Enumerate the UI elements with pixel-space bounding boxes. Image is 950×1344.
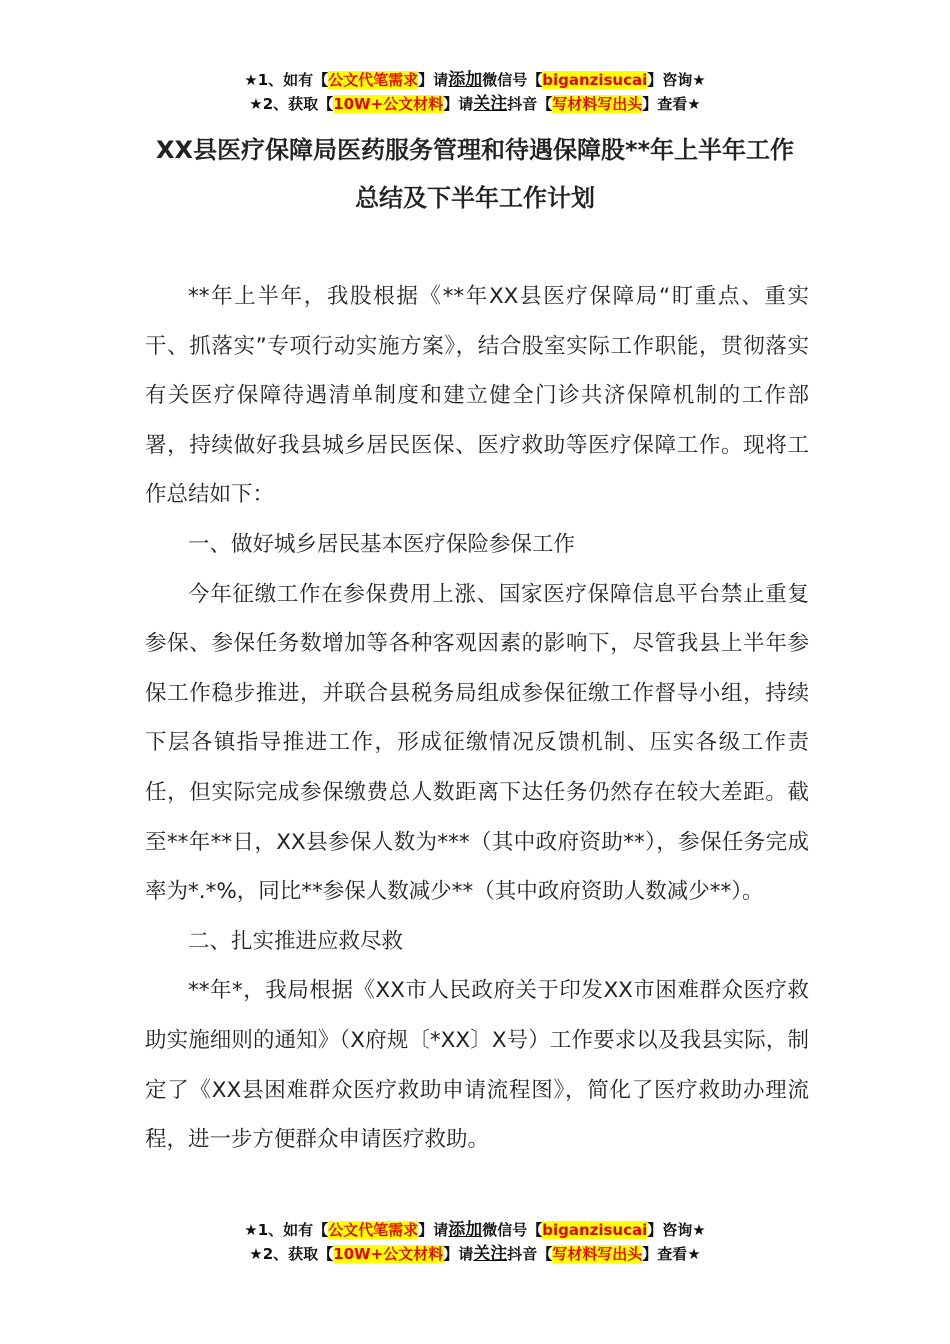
promo-highlight: 写材料写出头 [552,1245,643,1263]
promo-header [0,68,950,116]
paragraph: **年上半年，我股根据《**年XX县医疗保障局“盯重点、重实干、抓落实”专项行动实施方案》，结合股室实际工作职能，贯彻落实有关医疗保障待遇清单制度和建立健全门诊共济保障机制的工作部署，持续做好我县城乡居民医保、医疗救助等医疗保障工作。现将工作总结如下： [145,284,809,508]
promo-highlight: 10W+公文材料 [333,95,444,113]
promo-highlight: 10W+公文材料 [333,1245,444,1263]
paragraph: 今年征缴工作在参保费用上涨、国家医疗保障信息平台禁止重复参保、参保任务数增加等各种客观因素的影响下，尽管我县上半年参保工作稳步推进，并联合县税务局组成参保征缴工作督导小组，持续下层各镇指导推进工作，形成征缴情况反馈机制、压实各级工作责任，但实际完成参保缴费总人数距离下达任务仍然存在较大差距。截至**年**日，XX县参保人数为***（其中政府资助**），参保任务完成率为*.*%，同比**参保人数减少**（其中政府资助人数减少**）。 [145,581,809,905]
document-title: XX县医疗保障局医药服务管理和待遇保障股**年上半年工作总结及下半年工作计划 [155,136,795,212]
promo-highlight: 公文代笔需求 [328,71,419,89]
promo-line-1: ★1、如有【公文代笔需求】请添加微信号【biganzisucai】咨询★ [244,1220,706,1240]
section-heading: 一、做好城乡居民基本医疗保险参保工作 [188,531,576,557]
promo-line-2: ★2、获取【10W+公文材料】请关注抖音【写材料写出头】查看★ [249,1244,701,1264]
promo-footer [0,1218,950,1266]
promo-highlight: biganzisucai [542,1221,648,1239]
paragraph: **年*，我局根据《XX市人民政府关于印发XX市困难群众医疗救助实施细则的通知》（X府规〔*XX〕X号）工作要求以及我县实际，制定了《XX县困难群众医疗救助申请流程图》，简化了医疗救助办理流程，进一步方便群众申请医疗救助。 [145,978,809,1153]
promo-line-1: ★1、如有【公文代笔需求】请添加微信号【biganzisucai】咨询★ [244,70,706,90]
promo-highlight: biganzisucai [542,71,648,89]
document-body [145,272,809,1165]
section-heading: 二、扎实推进应救尽救 [188,928,404,954]
promo-highlight: 写材料写出头 [552,95,643,113]
promo-line-2: ★2、获取【10W+公文材料】请关注抖音【写材料写出头】查看★ [249,94,701,114]
promo-highlight: 公文代笔需求 [328,1221,419,1239]
